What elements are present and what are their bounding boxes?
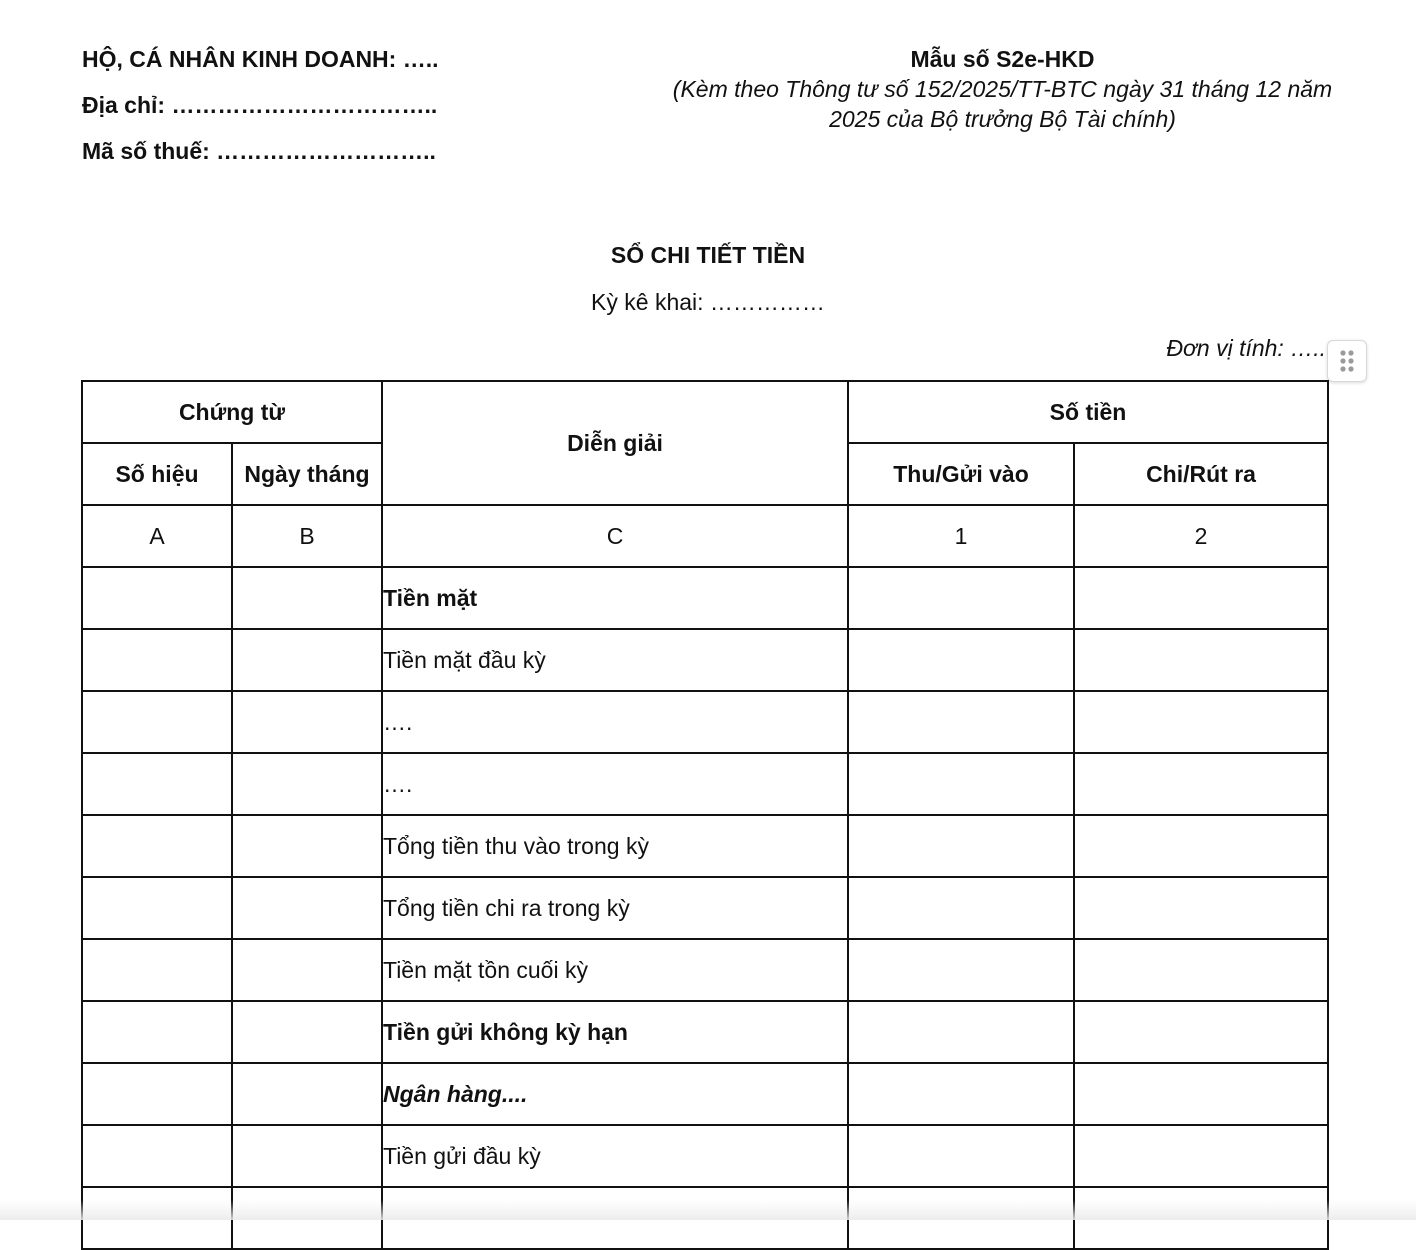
table-row [82,691,1328,753]
amount-out-cell[interactable] [1074,567,1328,629]
voucher-date-cell[interactable] [232,815,382,877]
form-legal-note: (Kèm theo Thông tư số 152/2025/TT-BTC ngày 31 tháng 12 năm 2025 của Bộ trưởng Bộ Tài chính) [672,76,1333,132]
amount-in-header: Thu/Gửi vào [848,443,1074,505]
column-code: 1 [848,505,1074,567]
amount-out-cell[interactable] [1074,939,1328,1001]
voucher-date-cell[interactable] [232,877,382,939]
voucher-date-cell[interactable] [232,567,382,629]
voucher-no-cell[interactable] [82,753,232,815]
table-row [82,877,1328,939]
voucher-date-cell[interactable] [232,939,382,1001]
description-cell[interactable]: Tổng tiền chi ra trong kỳ [382,877,848,939]
table-row [82,1001,1328,1063]
amount-out-cell[interactable] [1074,753,1328,815]
page-bottom-fade [0,1200,1416,1220]
table-row [82,753,1328,815]
voucher-no-cell[interactable] [82,1001,232,1063]
description-cell[interactable]: Tiền mặt [382,567,848,629]
unit-of-measure: Đơn vị tính: ….. [1166,335,1326,361]
voucher-date-cell[interactable] [232,1125,382,1187]
table-header-row [82,381,1328,443]
voucher-date-cell[interactable] [232,629,382,691]
description-cell[interactable]: Tiền mặt đầu kỳ [382,629,848,691]
business-info [82,44,439,182]
amount-out-cell[interactable] [1074,629,1328,691]
amount-out-header: Chi/Rút ra [1074,443,1328,505]
voucher-no-cell[interactable] [82,629,232,691]
voucher-date-cell[interactable] [232,1063,382,1125]
form-code: Mẫu số S2e-HKD [910,46,1095,72]
amount-in-cell[interactable] [848,1125,1074,1187]
column-code: C [382,505,848,567]
address-line: Địa chỉ: …………………………….. [82,92,438,118]
description-cell[interactable]: Ngân hàng.... [382,1063,848,1125]
amount-in-cell[interactable] [848,815,1074,877]
voucher-group-header: Chứng từ [82,381,382,443]
drag-handle-icon [1337,349,1357,373]
table-row [82,629,1328,691]
voucher-no-cell[interactable] [82,877,232,939]
voucher-no-cell[interactable] [82,1063,232,1125]
description-cell[interactable]: Tổng tiền thu vào trong kỳ [382,815,848,877]
amount-in-cell[interactable] [848,567,1074,629]
form-info [670,44,1335,134]
table-row [82,567,1328,629]
document-title: SỔ CHI TIẾT TIỀN [610,242,806,268]
amount-in-cell[interactable] [848,1001,1074,1063]
declaration-period: Kỳ kê khai: …………… [591,289,825,315]
amount-in-cell[interactable] [848,629,1074,691]
amount-in-cell[interactable] [848,691,1074,753]
business-name-line: HỘ, CÁ NHÂN KINH DOANH: ….. [82,46,439,72]
column-code: B [232,505,382,567]
table-row [82,815,1328,877]
description-header: Diễn giải [382,381,848,505]
table-row [82,1125,1328,1187]
amount-out-cell[interactable] [1074,815,1328,877]
description-cell[interactable]: Tiền gửi đầu kỳ [382,1125,848,1187]
amount-in-cell[interactable] [848,1063,1074,1125]
voucher-no-cell[interactable] [82,567,232,629]
voucher-date-cell[interactable] [232,1001,382,1063]
description-cell[interactable]: Tiền gửi không kỳ hạn [382,1001,848,1063]
voucher-date-header: Ngày tháng [232,443,382,505]
amount-out-cell[interactable] [1074,1125,1328,1187]
table-row [82,1063,1328,1125]
cash-ledger-table [81,380,1329,1250]
voucher-no-cell[interactable] [82,691,232,753]
tax-code-line: Mã số thuế: ……………………….. [82,138,436,164]
amount-out-cell[interactable] [1074,691,1328,753]
description-cell[interactable]: …. [382,691,848,753]
amount-in-cell[interactable] [848,753,1074,815]
voucher-date-cell[interactable] [232,691,382,753]
amount-out-cell[interactable] [1074,877,1328,939]
voucher-no-cell[interactable] [82,815,232,877]
column-code: A [82,505,232,567]
description-cell[interactable]: …. [382,753,848,815]
voucher-no-cell[interactable] [82,939,232,1001]
description-cell[interactable]: Tiền mặt tồn cuối kỳ [382,939,848,1001]
amount-in-cell[interactable] [848,877,1074,939]
table-drag-handle[interactable] [1327,340,1367,382]
amount-out-cell[interactable] [1074,1001,1328,1063]
voucher-no-cell[interactable] [82,1125,232,1187]
voucher-date-cell[interactable] [232,753,382,815]
amount-in-cell[interactable] [848,939,1074,1001]
column-code: 2 [1074,505,1328,567]
voucher-no-header: Số hiệu [82,443,232,505]
column-code-row [82,505,1328,567]
amount-out-cell[interactable] [1074,1063,1328,1125]
amount-group-header: Số tiền [848,381,1328,443]
table-row [82,939,1328,1001]
